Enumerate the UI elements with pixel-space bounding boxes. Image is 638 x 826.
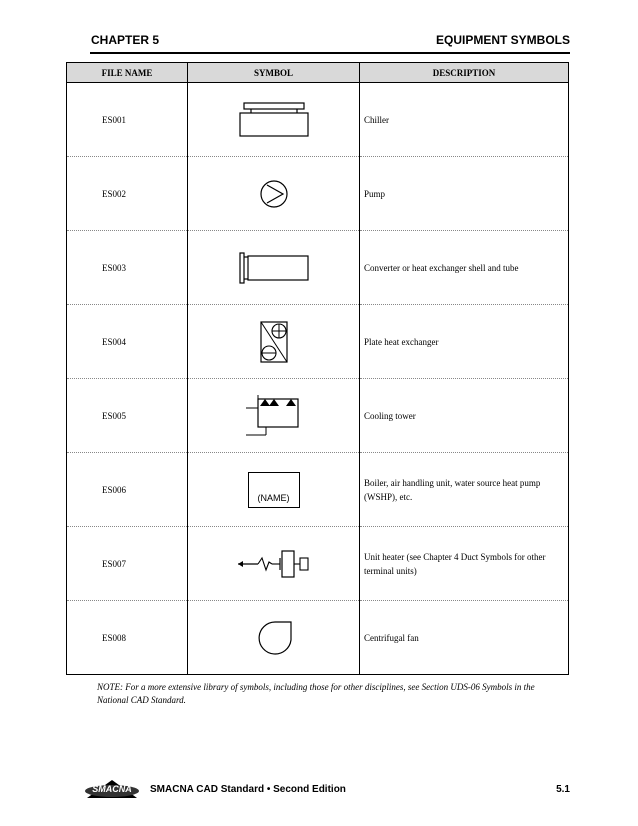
- file-name-cell: ES003: [67, 231, 188, 305]
- description-cell: Pump: [360, 157, 569, 231]
- file-name-cell: ES004: [67, 305, 188, 379]
- symbol-cell: [188, 305, 360, 379]
- file-name-cell: ES008: [67, 601, 188, 675]
- chiller-symbol-icon: [239, 101, 309, 139]
- description-cell: Cooling tower: [360, 379, 569, 453]
- name-box-label: (NAME): [257, 492, 290, 503]
- header-rule: [90, 52, 570, 54]
- file-name-cell: ES005: [67, 379, 188, 453]
- table-row: [67, 305, 569, 379]
- symbol-cell: [188, 379, 360, 453]
- footnote: NOTE: For a more extensive library of symbols, including those for other disciplines, see Section UDS-06 Symbols in the National CAD Standard.: [97, 682, 535, 705]
- description-cell: Unit heater (see Chapter 4 Duct Symbols for other terminal units): [360, 527, 569, 601]
- description-cell: Converter or heat exchanger shell and tube: [360, 231, 569, 305]
- smacna-logo: [83, 778, 141, 805]
- table-row: [67, 527, 569, 601]
- equipment-name-box-icon: [248, 472, 300, 508]
- heat-exchanger-shell-tube-icon: [236, 251, 312, 285]
- column-header-symbol: SYMBOL: [188, 63, 360, 83]
- table-row: [67, 601, 569, 675]
- pump-symbol-icon: [257, 177, 291, 211]
- file-name-cell: ES001: [67, 83, 188, 157]
- logo-text: SMACNA: [92, 784, 132, 794]
- table-row: [67, 453, 569, 527]
- cooling-tower-icon: [244, 393, 304, 439]
- plate-heat-exchanger-icon: [259, 320, 289, 364]
- symbol-cell: [188, 527, 360, 601]
- symbol-cell: [188, 157, 360, 231]
- section-title: EQUIPMENT SYMBOLS: [435, 33, 570, 47]
- table-row: [67, 83, 569, 157]
- description-cell: Boiler, air handling unit, water source heat pump (WSHP), etc.: [360, 453, 569, 527]
- footer-title: SMACNA CAD Standard • Second Edition: [150, 784, 346, 795]
- table-header-row: [67, 63, 569, 83]
- page-number: 5.1: [556, 784, 570, 795]
- description-cell: Chiller: [360, 83, 569, 157]
- column-header-description: DESCRIPTION: [360, 63, 569, 83]
- file-name-cell: ES007: [67, 527, 188, 601]
- symbol-cell: [188, 83, 360, 157]
- table-row: [67, 379, 569, 453]
- equipment-symbols-table: [66, 62, 569, 675]
- file-name-cell: ES006: [67, 453, 188, 527]
- table-row: [67, 157, 569, 231]
- description-cell: Centrifugal fan: [360, 601, 569, 675]
- column-header-file-name: FILE NAME: [67, 63, 188, 83]
- file-name-cell: ES002: [67, 157, 188, 231]
- chapter-label: CHAPTER 5: [91, 33, 160, 47]
- symbol-cell: [188, 453, 360, 527]
- symbol-cell: [188, 231, 360, 305]
- centrifugal-fan-icon: [251, 618, 297, 658]
- description-cell: Plate heat exchanger: [360, 305, 569, 379]
- symbol-cell: [188, 601, 360, 675]
- table-row: [67, 231, 569, 305]
- unit-heater-icon: [236, 547, 312, 581]
